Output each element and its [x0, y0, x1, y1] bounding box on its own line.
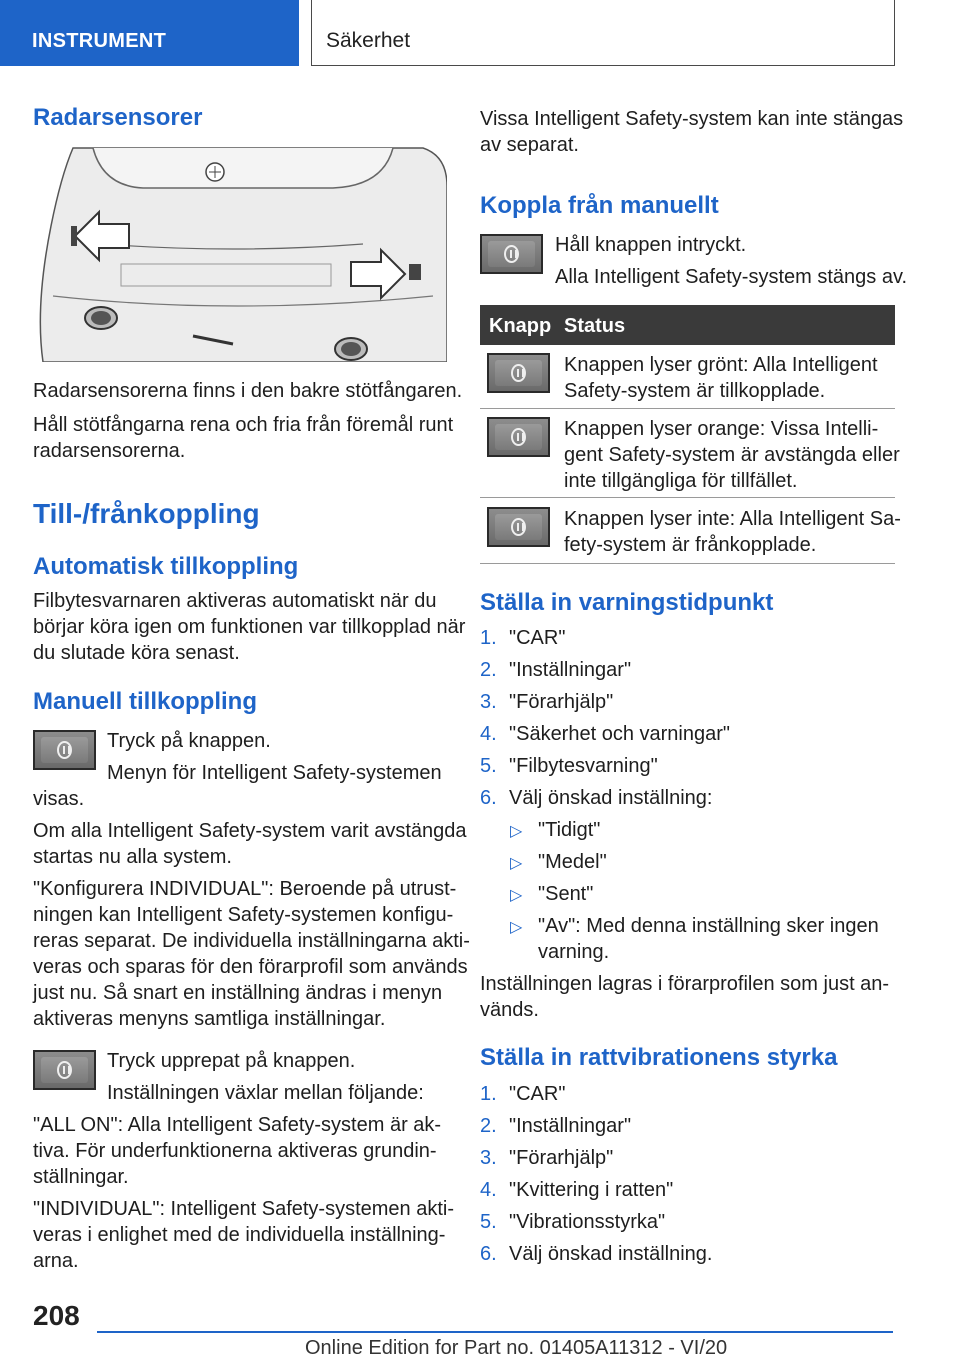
table-divider — [480, 563, 895, 564]
safety-button-icon — [487, 507, 550, 547]
radar-text-2b: radarsensorerna. — [33, 440, 186, 462]
list-item-continuation: varning. — [538, 941, 610, 963]
row-text: Knappen lyser grönt: Alla Intelligent — [564, 354, 878, 376]
footer-edition: Online Edition for Part no. 01405A11312 - VI/20 — [305, 1337, 728, 1359]
list-item: 3. "Förarhjälp" — [480, 691, 614, 713]
table-divider — [480, 408, 895, 409]
triangle-bullet-icon: ▷ — [510, 919, 523, 936]
safety-button-icon — [480, 234, 543, 274]
allon-text-2: tiva. För underfunktionerna aktiveras grundin- — [33, 1140, 437, 1162]
list-item: 6. Välj önskad inställning. — [480, 1243, 713, 1265]
list-item: 1. "CAR" — [480, 627, 566, 649]
list-item: 2. "Inställningar" — [480, 659, 632, 681]
allon-text-1: "ALL ON": Alla Intelligent Safety-system är ak- — [33, 1114, 442, 1136]
col-status: Status — [564, 315, 626, 337]
footer-rule — [97, 1331, 893, 1333]
off-text-2: Alla Intelligent Safety-system stängs av. — [555, 266, 908, 288]
row-text: gent Safety-system är avstängda eller — [564, 444, 900, 466]
till-fran-heading: Till-/frånkoppling — [33, 498, 260, 529]
warn-heading: Ställa in varningstidpunkt — [480, 589, 774, 616]
config-text-6: aktiveras menyns samtliga inställningar. — [33, 1008, 386, 1030]
manual-text-a1: Tryck på knappen. — [107, 730, 271, 752]
config-text-1: "Konfigurera INDIVIDUAL": Beroende på utrust- — [33, 878, 457, 900]
auto-heading: Automatisk tillkoppling — [33, 553, 299, 580]
triangle-bullet-icon: ▷ — [510, 855, 523, 872]
radar-text-1: Radarsensorerna finns i den bakre stötfångaren. — [33, 380, 463, 402]
individual-text-3: arna. — [33, 1250, 79, 1272]
row-text: Knappen lyser inte: Alla Intelligent Sa- — [564, 508, 901, 530]
safety-button-icon — [33, 730, 96, 770]
auto-text-1: Filbytesvarnaren aktiveras automatiskt när du — [33, 590, 437, 612]
manual-text-a2: Menyn för Intelligent Safety-systemen — [107, 762, 442, 784]
list-item: 3. "Förarhjälp" — [480, 1147, 614, 1169]
save-text-2: vänds. — [480, 999, 539, 1021]
manual-heading: Manuell tillkoppling — [33, 688, 257, 715]
list-item: 5. "Vibrationsstyrka" — [480, 1211, 666, 1233]
repeat-text-1: Tryck upprepat på knappen. — [107, 1050, 356, 1072]
config-text-2: ningen kan Intelligent Safety-systemen konfigu- — [33, 904, 454, 926]
triangle-bullet-icon: ▷ — [510, 887, 523, 904]
intro-text-1: Vissa Intelligent Safety-system kan inte stängas — [480, 108, 904, 130]
intro-text-2: av separat. — [480, 134, 579, 156]
list-item: 1. "CAR" — [480, 1083, 566, 1105]
safety-button-icon — [33, 1050, 96, 1090]
off-heading: Koppla från manuellt — [480, 192, 719, 219]
safety-button-icon — [487, 417, 550, 457]
radar-text-2a: Håll stötfångarna rena och fria från föremål runt — [33, 414, 454, 436]
section-tab: INSTRUMENT — [0, 0, 299, 66]
row-text: Safety-system är tillkopplade. — [564, 380, 826, 402]
config-text-5: just nu. Så snart en inställning ändras i menyn — [33, 982, 443, 1004]
status-table-header — [480, 305, 895, 345]
table-divider — [480, 497, 895, 498]
off-text-1: Håll knappen intryckt. — [555, 234, 747, 256]
list-item: 4. "Säkerhet och varningar" — [480, 723, 730, 745]
safety-button-icon — [487, 353, 550, 393]
auto-text-2: börjar köra igen om funktionen var tillkopplad när — [33, 616, 466, 638]
list-item: 4. "Kvittering i ratten" — [480, 1179, 674, 1201]
manual-text-b2: startas nu alla system. — [33, 846, 232, 868]
row-text: Knappen lyser orange: Vissa Intelli- — [564, 418, 879, 440]
list-item: 6. Välj önskad inställning: — [480, 787, 713, 809]
list-item: 2. "Inställningar" — [480, 1115, 632, 1137]
page-header — [0, 0, 960, 66]
chapter-title: Säkerhet — [311, 0, 895, 66]
vib-heading: Ställa in rattvibrationens styrka — [480, 1044, 838, 1071]
manual-text-a3: visas. — [33, 788, 85, 810]
list-item: 5. "Filbytesvarning" — [480, 755, 658, 777]
car-rear-radar-image — [33, 146, 447, 362]
row-text: inte tillgängliga för tillfället. — [564, 470, 798, 492]
individual-text-2: veras i enlighet med de individuella inställning- — [33, 1224, 446, 1246]
list-item: ▷ "Sent" — [510, 883, 594, 905]
list-item: ▷ "Av": Med denna inställning sker ingen — [510, 915, 879, 937]
auto-text-3: du slutade köra senast. — [33, 642, 240, 664]
list-item: ▷ "Medel" — [510, 851, 607, 873]
config-text-4: veras och sparas för den förarprofil som används — [33, 956, 468, 978]
triangle-bullet-icon: ▷ — [510, 823, 523, 840]
radar-heading: Radarsensorer — [33, 104, 203, 131]
individual-text-1: "INDIVIDUAL": Intelligent Safety-systemen akti- — [33, 1198, 455, 1220]
col-knapp: Knapp — [489, 315, 552, 337]
repeat-text-2: Inställningen växlar mellan följande: — [107, 1082, 424, 1104]
row-text: fety-system är frånkopplade. — [564, 534, 817, 556]
allon-text-3: ställningar. — [33, 1166, 129, 1188]
config-text-3: reras separat. De individuella inställningarna akti- — [33, 930, 470, 952]
manual-text-b1: Om alla Intelligent Safety-system varit avstängda — [33, 820, 467, 842]
page-number: 208 — [33, 1300, 80, 1331]
save-text-1: Inställningen lagras i förarprofilen som just an- — [480, 973, 890, 995]
list-item: ▷ "Tidigt" — [510, 819, 601, 841]
